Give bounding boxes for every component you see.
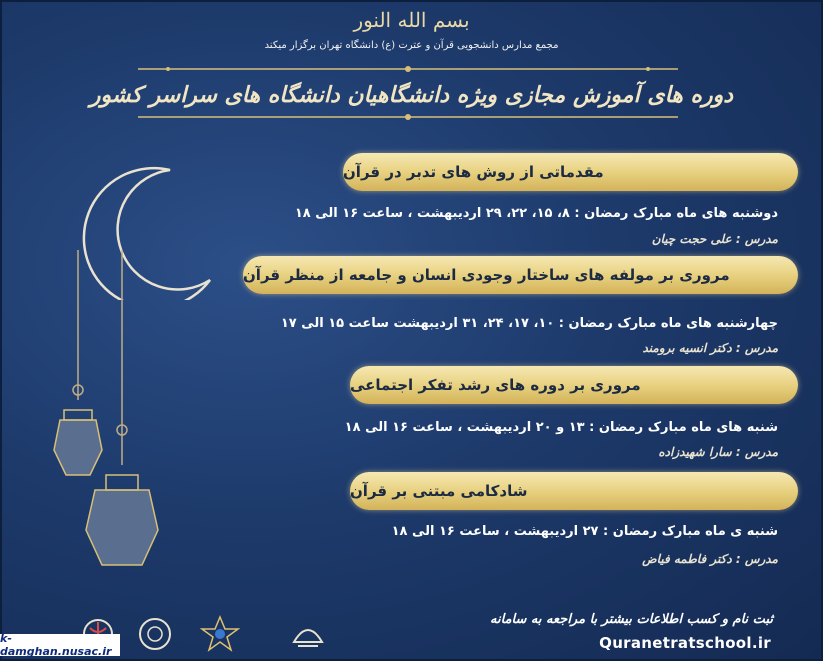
course-schedule-1: دوشنبه های ماه مبارک رمضان : ۸، ۱۵، ۲۲، ۲۹ اردیبهشت ، ساعت ۱۶ الی ۱۸ [294,206,778,221]
ornament-bottom [138,112,678,122]
register-text: ثبت نام و کسب اطلاعات بیشتر با مراجعه به سامانه [490,612,773,627]
site-watermark: k-damghan.nusac.ir [0,634,120,656]
course-title-2: مروری بر مولفه های ساختار وجودی انسان و جامعه از منظر قرآن [243,266,730,284]
course-banner-2 [243,256,798,294]
course-teacher-4: مدرس : دکتر فاطمه فیاض [642,552,778,566]
course-schedule-3: شنبه های ماه مبارک رمضان : ۱۳ و ۲۰ اردیبهشت ، ساعت ۱۶ الی ۱۸ [344,420,778,435]
organizer-line: مجمع مدارس دانشجویی قرآن و عترت (ع) دانشگاه تهران برگزار میکند [264,40,559,51]
site-link[interactable]: Quranetratschool.ir [599,634,771,652]
course-title-4: شادکامی مبتنی بر قرآن [350,482,528,500]
poster-title: دوره های آموزش مجازی ویژه دانشگاهیان دانشگاه های سراسر کشور [89,82,734,108]
bismillah-calligraphy: بسم الله النور [353,8,470,32]
course-schedule-4: شنبه ی ماه مبارک رمضان : ۲۷ اردیبهشت ، ساعت ۱۶ الی ۱۸ [391,524,778,539]
course-schedule-2: چهارشنبه های ماه مبارک رمضان : ۱۰، ۱۷، ۲۴، ۳۱ اردیبهشت ساعت ۱۵ الی ۱۷ [280,316,778,331]
course-banner-1 [343,153,798,191]
star-emblem-icon [200,614,240,654]
course-teacher-1: مدرس : علی حجت چیان [651,232,778,246]
course-teacher-3: مدرس : سارا شهیدزاده [658,445,778,459]
course-title-3: مروری بر دوره های رشد تفکر اجتماعی [350,376,641,394]
course-title-1: مقدماتی از روش های تدبر در قرآن [343,163,604,181]
lanterns-icon [40,250,180,580]
course-teacher-2: مدرس : دکتر انسیه برومند [642,341,778,355]
course-banner-4 [350,472,798,510]
university-logo-icon [135,614,175,654]
ornament-top [138,64,678,74]
course-banner-3 [350,366,798,404]
sazman-logo-icon [288,614,328,654]
